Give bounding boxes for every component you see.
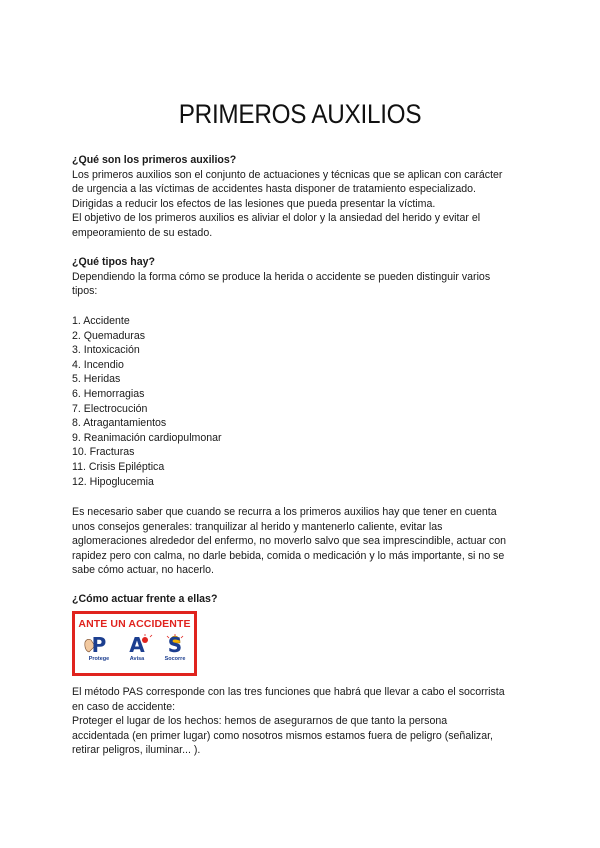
types-list <box>72 314 532 489</box>
text-line: tipos: <box>72 285 98 298</box>
pas-avisa <box>119 634 155 672</box>
list-item: 8. Atragantamientos <box>72 417 167 430</box>
text-line: de urgencia a las víctimas de accidentes hasta disponer de tratamiento especializado. <box>72 183 476 196</box>
text-line: El objetivo de los primeros auxilios es aliviar el dolor y la ansiedad del herido y evitar el <box>72 212 481 225</box>
text-line: retirar peligros, iluminar... ). <box>72 744 201 757</box>
section-heading: ¿Qué son los primeros auxilios? <box>72 154 237 166</box>
text-line: Dirigidas a reducir los efectos de las lesiones que pueda presentar la víctima. <box>72 197 436 210</box>
list-item: 9. Reanimación cardiopulmonar <box>72 431 222 444</box>
pas-socorre <box>157 634 193 672</box>
text-line: Proteger el lugar de los hechos: hemos de asegurarnos de que tanto la persona <box>72 715 448 728</box>
list-item: 7. Electrocución <box>72 402 148 415</box>
list-item: 6. Hemorragias <box>72 387 145 400</box>
text-line: rapidez pero con calma, no darle bebida, comida o medicación y lo más importante, si no se <box>72 549 505 562</box>
pas-word: Protege <box>88 656 110 662</box>
list-item: 3. Intoxicación <box>72 344 140 357</box>
list-item: 11. Crisis Epiléptica <box>72 460 165 473</box>
text-line: unos consejos generales: tranquilizar al herido y mantenerlo caliente, evitar las <box>72 520 443 533</box>
list-item: 10. Fracturas <box>72 446 135 459</box>
section-heading: ¿Qué tipos hay? <box>72 256 155 268</box>
list-item: 1. Accidente <box>72 315 130 327</box>
emblem-title: ANTE UN ACCIDENTE <box>78 618 191 630</box>
text-line: en caso de accidente: <box>72 700 176 713</box>
text-line: sabe cómo actuar, no hacerlo. <box>72 564 214 577</box>
text-line: El método PAS corresponde con las tres funciones que habrá que llevar a cabo el socorrista <box>72 686 505 698</box>
section-types <box>72 255 532 299</box>
text-line: empeoramiento de su estado. <box>72 226 213 239</box>
list-item: 2. Quemaduras <box>72 329 146 342</box>
section-what-is <box>72 153 532 241</box>
pas-letter: A <box>129 633 145 657</box>
pas-word: Socorre <box>164 656 186 662</box>
text-line: accidentada (en primer lugar) como nosotros mismos estamos fuera de peligro (señalizar, <box>72 729 493 742</box>
pas-emblem <box>72 611 197 676</box>
pas-letter: S <box>167 633 183 657</box>
list-item: 5. Heridas <box>72 373 121 386</box>
pas-paragraph <box>72 685 532 758</box>
text-line: Es necesario saber que cuando se recurra a los primeros auxilios hay que tener en cuenta <box>72 506 497 518</box>
text-line: Dependiendo la forma cómo se produce la herida o accidente se pueden distinguir varios <box>72 270 491 283</box>
section-how-to-act <box>72 592 532 607</box>
text-line: Los primeros auxilios son el conjunto de actuaciones y técnicas que se aplican con carácter <box>72 168 503 181</box>
pas-letter: P <box>91 633 107 657</box>
pas-protege <box>81 634 117 672</box>
text-line: aglomeraciones alrededor del enfermo, no moverlo salvo que sea imprescindible, actuar con <box>72 535 506 548</box>
list-item: 4. Incendio <box>72 358 124 371</box>
pas-word: Avisa <box>129 656 145 662</box>
list-item: 12. Hipoglucemia <box>72 475 154 488</box>
section-heading: ¿Cómo actuar frente a ellas? <box>72 593 218 605</box>
advice-paragraph <box>72 505 532 578</box>
page-title: PRIMEROS AUXILIOS <box>178 99 422 130</box>
